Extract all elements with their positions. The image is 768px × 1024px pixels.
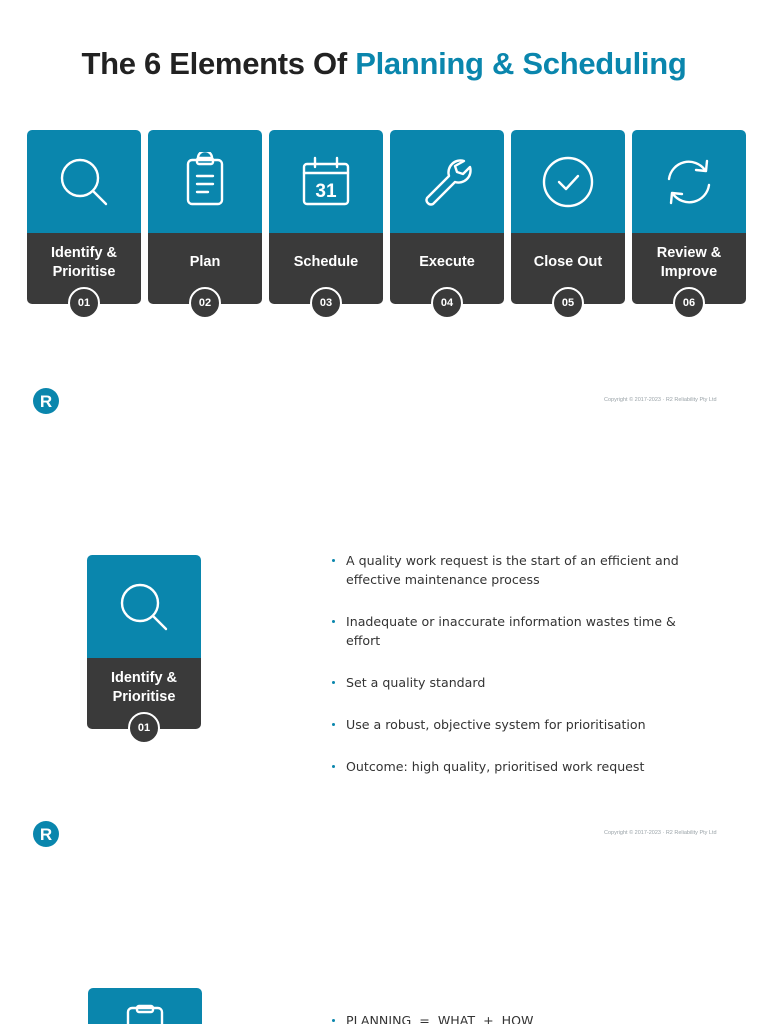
step-card-execute (390, 130, 504, 309)
search-icon (54, 152, 114, 212)
step-card-top (148, 130, 262, 233)
r2-logo-icon (32, 820, 60, 848)
step-card-close-out (511, 130, 625, 309)
step-card-top (88, 988, 202, 1024)
detail-card-identify (87, 555, 201, 734)
step-number-badge: 01 (68, 287, 100, 319)
step-card-top (390, 130, 504, 233)
step-card-top (511, 130, 625, 233)
detail-bullets-plan (330, 1011, 710, 1024)
bullet-item: PLANNING = WHAT + HOW (330, 1011, 710, 1024)
step-label: Plan (189, 254, 221, 270)
step-label: Identify & Prioritise (110, 669, 178, 705)
r2-logo-icon (32, 387, 60, 415)
refresh-icon (659, 152, 719, 212)
check-circle-icon (538, 152, 598, 212)
step-number-badge: 06 (673, 287, 705, 319)
step-card-review (632, 130, 746, 309)
step-label: Execute (419, 254, 475, 270)
step-card-top (27, 130, 141, 233)
step-card-top (632, 130, 746, 233)
step-label: Schedule (293, 254, 359, 270)
copyright-text: Copyright © 2017-2023 · R2 Reliability Pty Ltd (604, 397, 717, 403)
search-icon (114, 577, 174, 637)
wrench-icon (417, 152, 477, 212)
svg-text:R: R (39, 825, 53, 844)
title-accent: Planning & Scheduling (355, 46, 687, 81)
step-number-badge: 04 (431, 287, 463, 319)
copyright-text: Copyright © 2017-2023 · R2 Reliability Pty Ltd (604, 830, 717, 836)
step-label: Review & Improve (656, 244, 722, 280)
calendar-icon (296, 152, 356, 212)
bullet-item: Set a quality standard (330, 673, 710, 692)
bullet-item: Use a robust, objective system for prioritisation (330, 715, 710, 734)
step-label: Close Out (533, 254, 603, 270)
svg-text:R: R (39, 392, 53, 411)
step-card-top (269, 130, 383, 233)
step-number-badge: 01 (128, 712, 160, 744)
calendar-day: 31 (315, 180, 337, 202)
title-prefix: The 6 Elements Of (81, 46, 356, 81)
detail-card-plan (88, 988, 202, 1024)
step-card-plan (148, 130, 262, 309)
step-number-badge: 05 (552, 287, 584, 319)
clipboard-icon (115, 1000, 175, 1024)
step-number-badge: 03 (310, 287, 342, 319)
detail-bullets (330, 551, 710, 776)
step-number-badge: 02 (189, 287, 221, 319)
page-title (0, 46, 768, 82)
bullet-item: A quality work request is the start of an efficient and effective maintenance process (330, 551, 710, 589)
clipboard-icon (175, 152, 235, 212)
bullet-item: Inadequate or inaccurate information wastes time & effort (330, 612, 710, 650)
bullet-item: Outcome: high quality, prioritised work request (330, 757, 710, 776)
step-card-schedule (269, 130, 383, 309)
step-card-identify (27, 130, 141, 309)
step-card-top (87, 555, 201, 658)
step-label: Identify & Prioritise (50, 244, 118, 280)
